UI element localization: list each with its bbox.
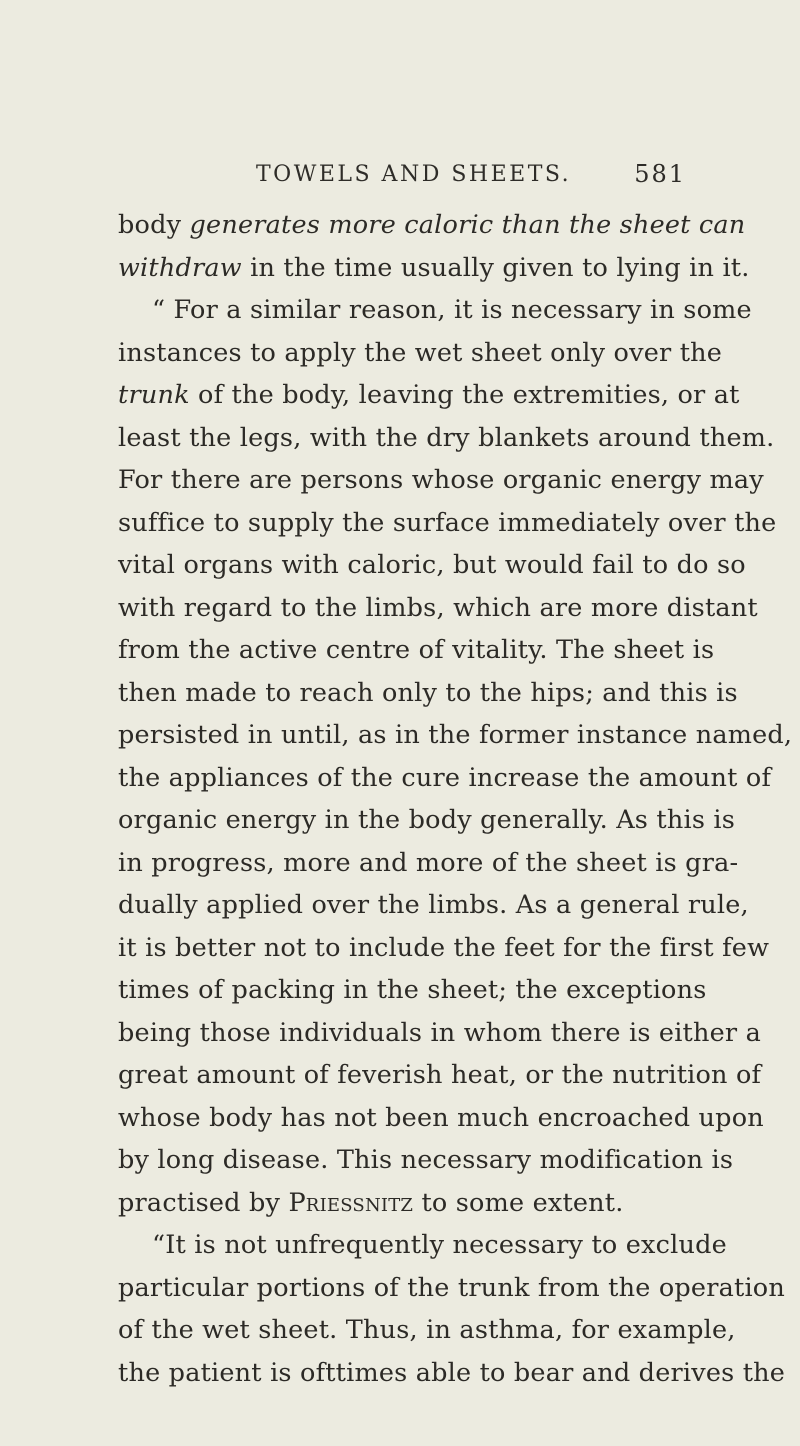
text-line: persisted in until, as in the former instance named, <box>118 720 793 750</box>
text-line: of the wet sheet. Thus, in asthma, for example, <box>118 1315 736 1345</box>
text-line: For there are persons whose organic energy may <box>118 465 764 495</box>
text-line: from the active centre of vitality. The sheet is <box>118 635 715 665</box>
text-line: “It is not unfrequently necessary to exclude <box>152 1230 727 1260</box>
text-line: then made to reach only to the hips; and this is <box>118 677 738 708</box>
page-header <box>118 162 686 202</box>
text-line: it is better not to include the feet for the first few <box>118 932 770 963</box>
text-line: body generates more caloric than the sheet can <box>118 210 746 240</box>
text-line: with regard to the limbs, which are more distant <box>118 592 758 623</box>
text-line: great amount of feverish heat, or the nutrition of <box>118 1060 762 1090</box>
text-line: dually applied over the limbs. As a general rule, <box>118 890 749 920</box>
text-line: being those individuals in whom there is either a <box>118 1017 762 1048</box>
text-line: practised by Priessnitz to some extent. <box>118 1187 624 1218</box>
text-line: the patient is ofttimes able to bear and derives the <box>118 1357 786 1388</box>
text-line: suffice to supply the surface immediately over the <box>118 507 777 538</box>
text-line: “ For a similar reason, it is necessary in some <box>152 295 752 325</box>
text-line: by long disease. This necessary modification is <box>118 1145 734 1175</box>
text-line: withdraw in the time usually given to lying in it. <box>118 252 750 283</box>
text-line: organic energy in the body generally. As this is <box>118 805 736 835</box>
text-line: times of packing in the sheet; the exceptions <box>118 975 707 1005</box>
running-head: TOWELS AND SHEETS. <box>256 162 572 187</box>
text-line: the appliances of the cure increase the amount of <box>118 762 772 793</box>
text-line: whose body has not been much encroached upon <box>118 1102 764 1133</box>
text-line: least the legs, with the dry blankets around them. <box>118 422 775 453</box>
text-line: vital organs with caloric, but would fail to do so <box>118 550 746 580</box>
page-number: 581 <box>634 160 686 188</box>
text-line: instances to apply the wet sheet only over the <box>118 337 723 368</box>
body-text <box>118 204 793 1394</box>
text-line: particular portions of the trunk from the operation <box>118 1272 785 1303</box>
text-line: in progress, more and more of the sheet is gra- <box>118 847 739 878</box>
text-line: trunk of the body, leaving the extremities, or at <box>118 380 740 410</box>
